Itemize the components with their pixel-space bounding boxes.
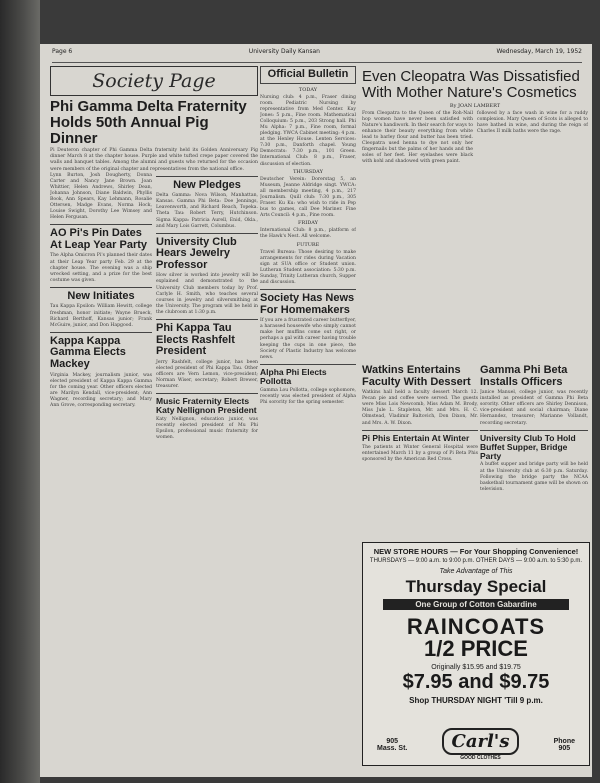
ad-address-number: 905 (386, 737, 399, 745)
pi-phi-text: The patients at Winter General Hospital were entertained March 11 by a group of Pi Beta Phis sponsored by the American Red Cross. (362, 444, 478, 462)
carls-logo-sub: GOOD CLOTHES (460, 755, 501, 761)
rashfelt-headline: Phi Kappa Tau Elects Rashfelt President (156, 322, 235, 358)
jewelry-headline: University Club Hears Jewelry Professor (156, 235, 237, 271)
masthead (52, 48, 582, 63)
kkg-text: Virginia Mackey, journalism junior, was elected president of Kappa Kappa Gamma for the coming year. Other officers elected are Marilyn Kendall, vice-president; Ann Wagner, recording secretary; and Mary Ann Grove, corresponding secretary. (50, 372, 152, 408)
thursday-text: Deutscher Verein: Dorerstag 5, an Museum, Jeanne Aldridge singt. YWCA: all membership meeting, 4 p.m., 217 Journalism. Quill club: 7:30 p.m., 305 Fraser. Ku Ku: who wish to ride in Pep bus to games, call Dee Mariner. Fine Arts Council: 4 p.m., Pine room. (260, 176, 356, 219)
cleopatra-article (362, 66, 588, 165)
ad-cotton-group: One Group of Cotton Gabardine (383, 599, 569, 610)
carls-logo: Carl's (442, 728, 520, 755)
ad-original-price: Originally $15.95 and $19.75 (431, 664, 521, 671)
friday-label: FRIDAY (298, 220, 318, 227)
lead-headline: Phi Gamma Delta Fraternity Holds 50th Annual Pig Dinner (50, 98, 247, 147)
future-text: Travel Bureau: Those desiring to make arrangements for rides during Vacation sign at SUA office or Student union. Lutheran Student association: 5:30 p.m. Sunday, Trinity Lutheran church, Supper and discussion. (260, 249, 356, 285)
cleopatra-text-continued: followed by a face wash in wine for a ruddy complexion. Mary Queen of Scots is alleged to have bathed in wine, and during the reign of Charles II milk baths were the rage. (477, 110, 588, 134)
today-text: Nursing club: 4 p.m., Fraser dining room. Pediatric Nursing by representative from Med Center. Kay Jones: 5 p.m., Fine room. Mathematical Colloquium: 5 p.m., 203 Strong hall. Phi Mu Alpha: 7 p.m., Fine room, formal pledging. YWCA Cabinet meeting: 4 p.m. at the Henley House. Lenten Services: 7:30 p.m., Danforth chapel. Young Democrats: 7:30 p.m., 101 Green. International Club: 8 p.m., Fraser, discussion of election. (260, 94, 356, 167)
future-label: FUTURE (296, 241, 320, 248)
society-banner: Society Page (50, 66, 258, 96)
cleopatra-headline: Even Cleopatra Was Dissatisfied With Mother Nature's Cosmetics (362, 68, 580, 101)
paper-name: University Daily Kansan (248, 48, 320, 55)
ad-hours-detail: THURSDAYS — 9:00 a.m. to 9:00 p.m. OTHER DAYS — 9:00 a.m. to 5:30 p.m. (369, 558, 583, 564)
issue-date: Wednesday, March 19, 1952 (496, 48, 582, 55)
jewelry-text: How silver is worked into jewelry will be explained and demonstrated to the University Club members today by Prof. Carlyle H. Smith, who teaches several courses in jewelry and silversmithing at the University. The program will be held in the clubroom at 1:30 p.m. (156, 273, 258, 315)
ad-phone: 905 (558, 744, 571, 752)
lead-article-names: Lynn Burton, Josh Dougherty, Donna Carter and Nancy Jane Brown. Joan Whittier, Helen Andrews, Shirley Dean, Johanna Johnson, Diane Baldwin, Phyllis Book, Ann Spears, Kay Lehmann, Rosalie Ottersen, Madge Evans, Norma Hock, Louise Swight, Dorothy Lee Wimsey and Helen Fergusan. (50, 172, 152, 221)
ad-footer (363, 728, 589, 761)
binder-edge (0, 0, 40, 783)
ad-phone-label: Phone (553, 737, 575, 745)
cleopatra-text: From Cleopatra to the Queen of the Roh-Nail hop women have never been satisfied with Nature's handiwork. In their search for ways to enhance their beauty everything from white lead to barley flour and butter has been tried. Cleopatra used henna to dye not only her fingernails but the palms of her hands and the soles of her feet. Her eyelashes were black with kohl and shadowed with green paint. (362, 110, 473, 165)
gamma-text: Janice Manuel, college junior, was recently installed as president of Gamma Phi Beta sorority. Other officers are Shirley Dennison, vice-president and social chairman; Diane Hernandez, treasurer; Marianne Vollandt, recording secretary. (480, 390, 588, 426)
friday-text: International Club: 8 p.m., platform of the Hawk's Nest. All welcome. (260, 228, 356, 240)
ao-pi-text: The Alpha Omicron Pi's planned their dates at their Leap Year party Feb. 29 at the chapter house. The evening was a ship wrecked setting, and a prize for the best costume was given. (50, 253, 152, 283)
music-text: Katy Nellignon, education junior, was recently elected president of Mu Phi Epsilon, professional music fraternity for women. (156, 416, 258, 441)
cleopatra-byline: By JOAN LAMBERT (449, 102, 501, 109)
ad-raincoats: RAINCOATS (406, 614, 546, 639)
homemakers-text: If you are a frustrated career butterflyer, a harassed housewife who simply cannot make her muffins come out right, or perhaps a gal with career having trouble keeping the cups in one piece, the Society of Plastic Industry has welcome news. (260, 318, 356, 360)
gamma-column (480, 362, 588, 493)
lead-article-text: Pi Deuteron chapter of Phi Gamma Delta fraternity held its Golden Anniversary Pig dinner March 8 at the chapter house. Purple and white tufted crepe paper covered the walls and banquet tables. Among the alumni and guests who returned for the occasion were members of the original chapter and representatives from the national office. (50, 148, 258, 172)
initiates-headline: New Initiates (67, 289, 135, 302)
club-text: A buffet supper and bridge party will be held at the University club at 6:30 p.m. Saturday. Following the bridge party the NCAA basketball tournament game will be shown on television. (480, 462, 588, 492)
ao-pi-headline: AO Pi's Pin Dates At Leap Year Party (50, 227, 148, 251)
watkins-column (362, 362, 478, 463)
carls-advertisement (362, 542, 590, 766)
watkins-text: Watkins hall held a faculty dessert March 12. Pecan pie and coffee were served. The guests were Miss Lois Newcomb, Miss Adam M. Brody, Miss Jule L. Stapleton, Mr. and Mrs. H. C. Olmstead, Vladimir Baltovich, Don Dixon, Mr. and Mrs. A. W. Dixon. (362, 390, 478, 426)
society-column (50, 66, 258, 441)
gamma-headline: Gamma Phi Beta Installs Officers (480, 364, 568, 388)
ad-address-street: Mass. St. (377, 744, 408, 752)
thursday-label: THURSDAY (293, 168, 323, 175)
music-headline: Music Fraternity Elects Katy Nellignon President (156, 396, 257, 416)
bulletin-column (260, 66, 356, 406)
page-number: Page 6 (52, 48, 73, 55)
alpha-phi-text: Gamma Lou Pollotta, college sophomore, recently was elected president of Alpha Phi sorority for the spring semester. (260, 387, 356, 405)
watkins-headline: Watkins Entertains Faculty With Dessert (362, 364, 471, 388)
initiates-text: Tau Kappa Epsilon: William Hewitt, college freshman, honor initiate; Wayne Brueck, Richard Berthoff, Kansas junior; Frank McGuire, junior, and Don Hapgood. (50, 304, 152, 328)
ad-special: Thursday Special (405, 577, 547, 596)
bulletin-headline: Official Bulletin (267, 68, 349, 80)
ad-half-price: 1/2 PRICE (424, 636, 528, 661)
alpha-phi-headline: Alpha Phi Elects Pollotta (260, 366, 327, 386)
pledges-text: Delta Gamma: Nova Wilson, Manhattan, Kansas. Gamma Phi Beta: Doe Jennings, Leavenworth, and Richard Reach, Topeka. Theta Tau: Robert Terry, Hutchinson. Sigma Kappa: Patricia Aurell, Enid, Okla., and Mary Lois Garrett, Columbus. (156, 193, 258, 229)
today-label: TODAY (298, 86, 318, 93)
ad-thursday-night: Shop THURSDAY NIGHT 'Till 9 p.m. (409, 696, 543, 705)
ad-sale-price: $7.95 and $9.75 (402, 671, 550, 693)
club-headline: University Club To Hold Buffet Supper, Bridge Party (480, 432, 576, 461)
rashfelt-text: Jerry Rashfelt, college junior, has been elected president of Phi Kappa Tau. Other officers are Vern Lemon, vice-president; Norman Wiser, secretary; Robert Brewer, treasurer. (156, 359, 258, 390)
homemakers-headline: Society Has News For Homemakers (260, 292, 355, 316)
pledges-headline: New Pledges (173, 178, 241, 191)
kkg-headline: Kappa Kappa Gamma Elects Mackey (50, 334, 126, 370)
newspaper-page (40, 44, 592, 777)
pi-phi-headline: Pi Phis Entertain At Winter (362, 432, 470, 443)
bulletin-box (260, 66, 356, 84)
ad-store-hours: NEW STORE HOURS — For Your Shopping Convenience! (373, 547, 579, 556)
ad-take-advantage: Take Advantage of This (439, 568, 513, 575)
